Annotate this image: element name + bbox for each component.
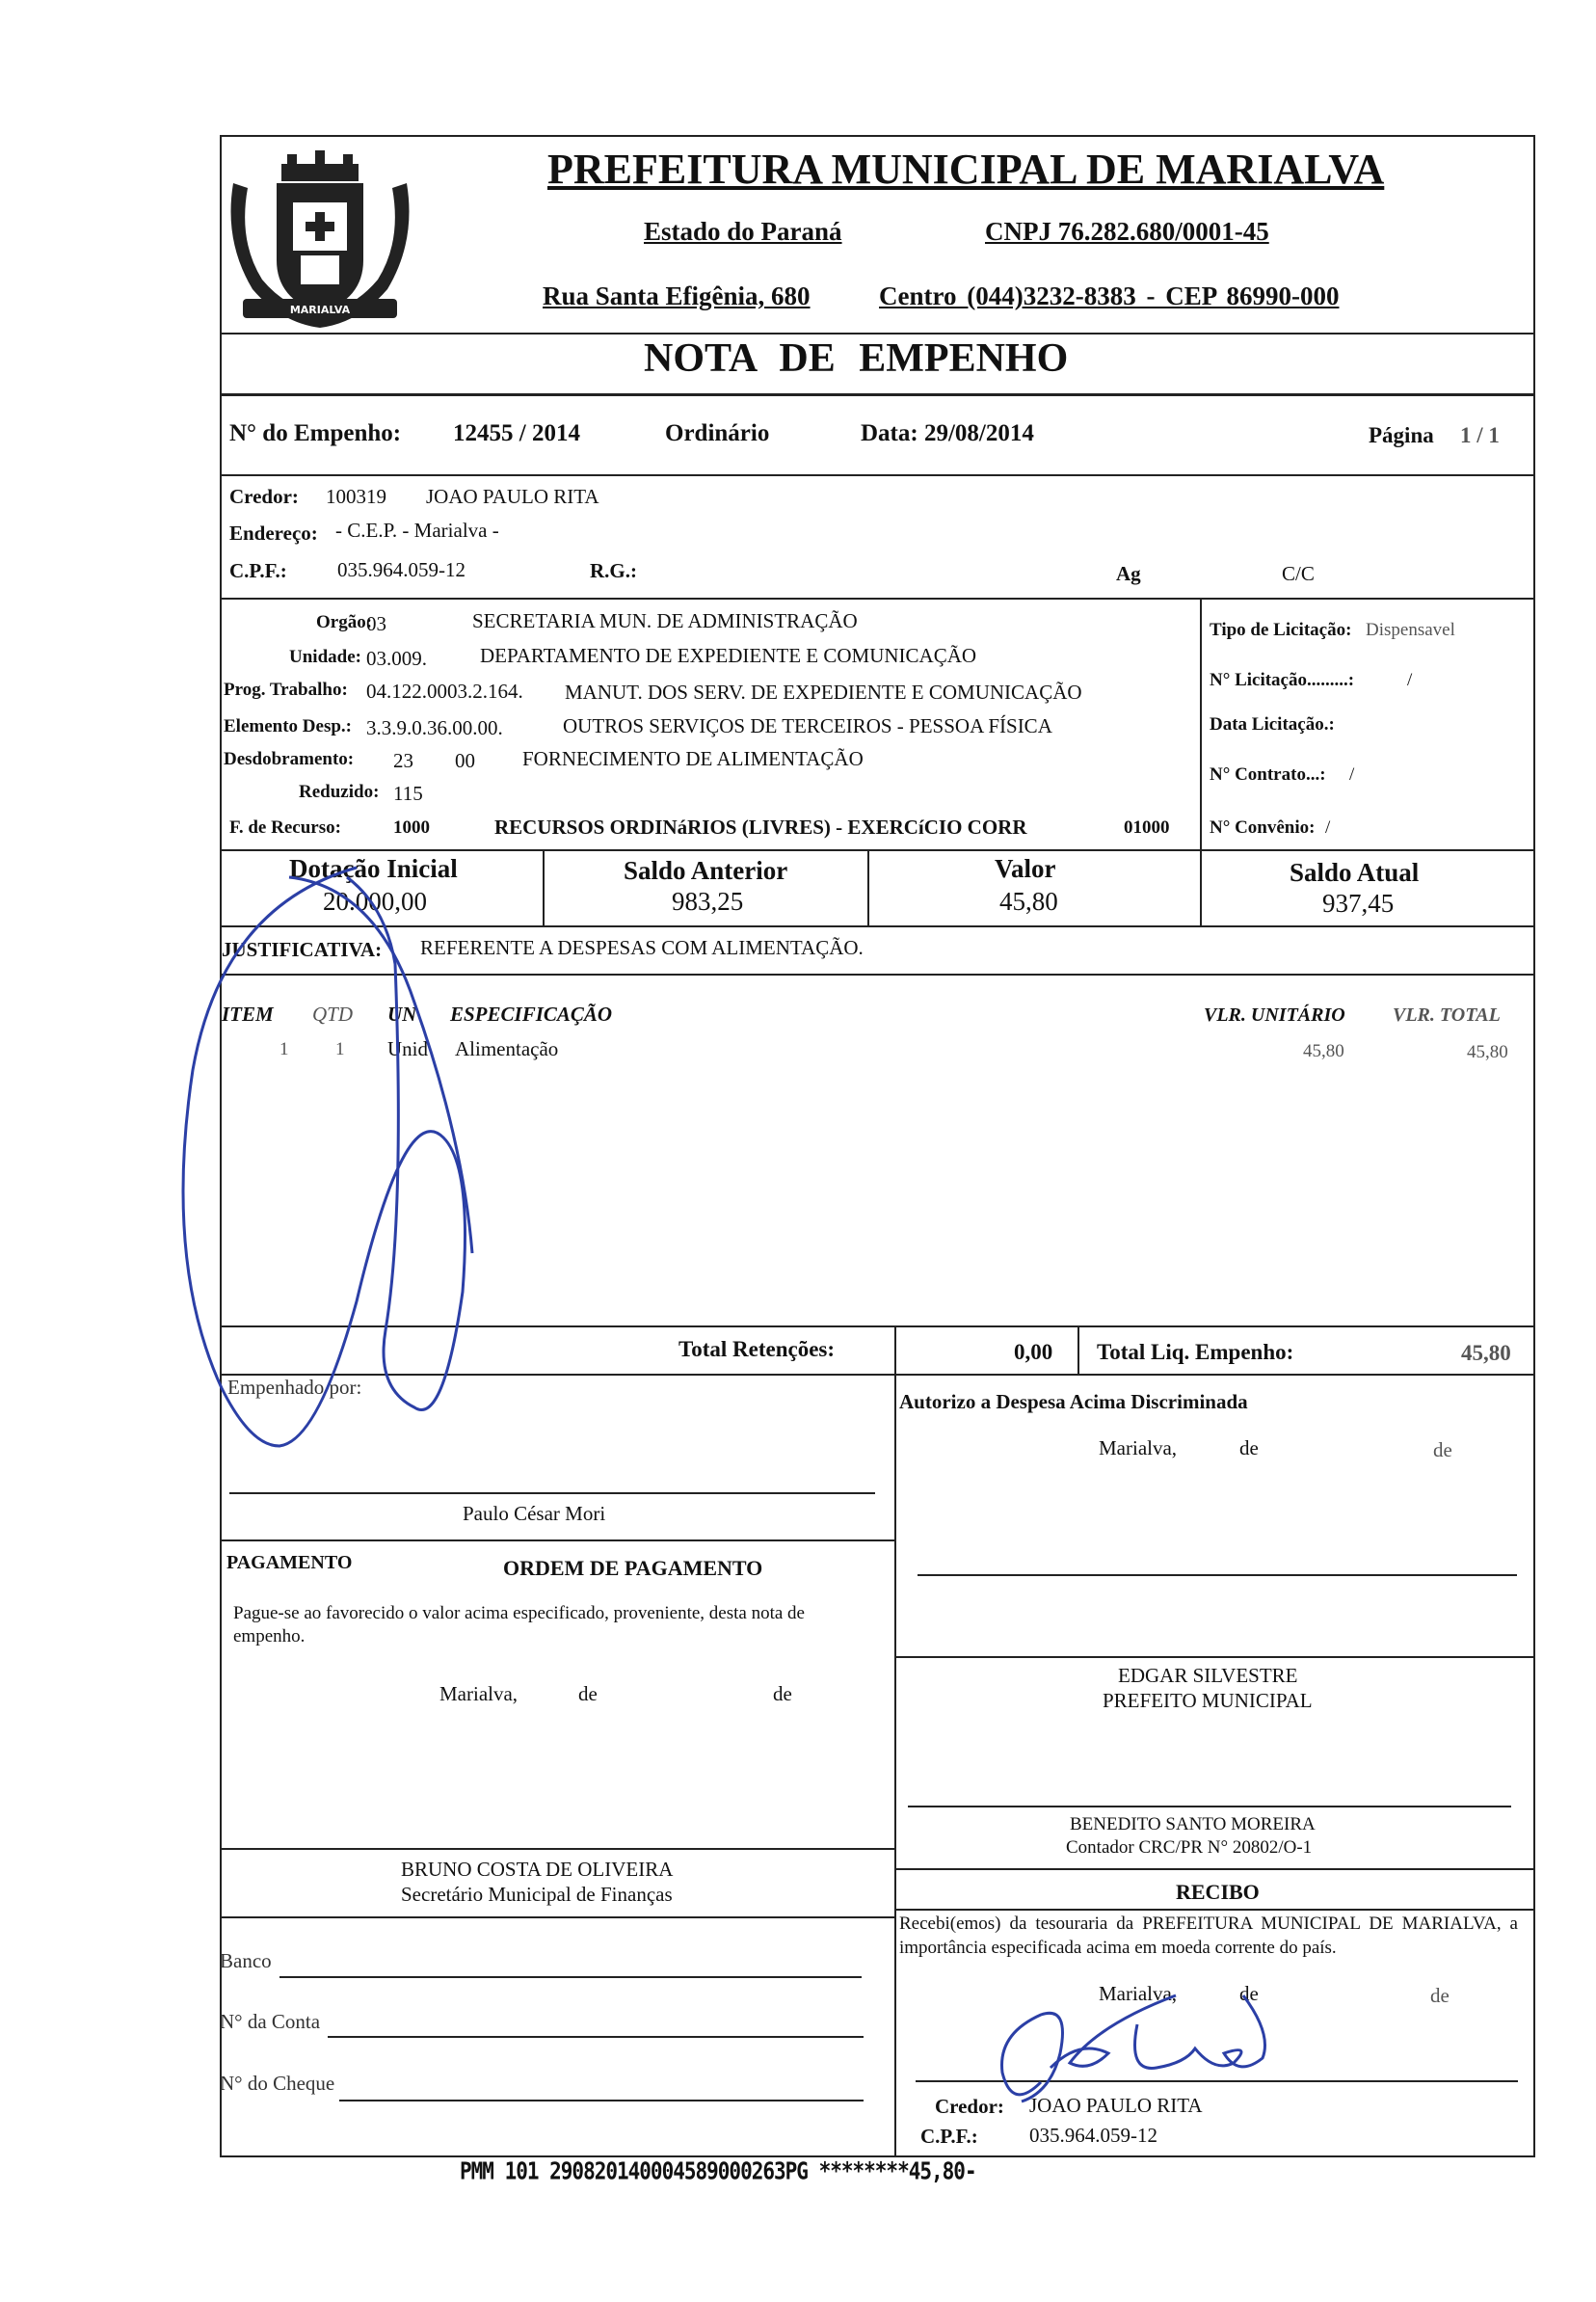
total-retencoes-label: Total Retenções:	[678, 1337, 836, 1361]
prefeito-name: EDGAR SILVESTRE	[1118, 1664, 1298, 1687]
credor-label: Credor:	[229, 485, 299, 508]
elemento-label: Elemento Desp.:	[224, 716, 352, 736]
total-liq-label: Total Liq. Empenho:	[1097, 1340, 1294, 1364]
orgao-label: Orgão:	[316, 612, 373, 632]
prog-desc: MANUT. DOS SERV. DE EXPEDIENTE E COMUNICAÇÃO	[565, 681, 1082, 704]
convenio-label: N° Convênio:	[1210, 817, 1316, 838]
coat-of-arms-logo	[224, 145, 416, 333]
credor-name: JOAO PAULO RITA	[426, 485, 599, 508]
cpf-value: 035.964.059-12	[337, 558, 466, 581]
unidade-code: 03.009.	[366, 647, 427, 670]
desdobramento-code: 23	[393, 749, 413, 772]
pagamento-de-1: de	[578, 1682, 598, 1705]
dotacao-inicial-label: Dotação Inicial	[289, 854, 458, 883]
valor-label: Valor	[995, 854, 1056, 883]
reduzido-label: Reduzido:	[299, 782, 380, 802]
elemento-code: 3.3.9.0.36.00.00.	[366, 716, 503, 739]
footer-code: PMM 101 290820140004589000263PG ********45,80-	[460, 2156, 976, 2185]
prog-label: Prog. Trabalho:	[224, 680, 348, 700]
credor-code: 100319	[326, 485, 386, 508]
ag-label: Ag	[1116, 562, 1141, 585]
pagamento-text: Pague-se ao favorecido o valor acima especificado, proveniente, desta nota de empenho.	[233, 1603, 805, 1646]
prog-code: 04.122.0003.2.164.	[366, 680, 523, 703]
valor-value: 45,80	[999, 887, 1058, 916]
total-liq-value: 45,80	[1461, 1341, 1511, 1365]
cc-label: C/C	[1282, 562, 1315, 585]
header-state: Estado do Paraná	[644, 217, 842, 246]
saldo-atual-label: Saldo Atual	[1290, 858, 1420, 887]
conta-label: N° da Conta	[220, 2010, 321, 2033]
row-un: Unid	[387, 1037, 428, 1060]
recibo-credor-name: JOAO PAULO RITA	[1029, 2094, 1203, 2117]
endereco-value: - C.E.P. - Marialva -	[335, 519, 499, 542]
saldo-anterior-value: 983,25	[672, 887, 744, 916]
recurso-desc: RECURSOS ORDINáRIOS (LIVRES) - EXERCíCIO CORR	[494, 816, 1027, 839]
recurso-label: F. de Recurso:	[229, 817, 341, 838]
saldo-atual-value: 937,45	[1322, 889, 1395, 918]
banco-label: Banco	[220, 1949, 272, 1972]
recurso-num: 01000	[1124, 817, 1170, 838]
cheque-label: N° do Cheque	[220, 2072, 335, 2095]
recibo-title: RECIBO	[1176, 1880, 1260, 1904]
recibo-place: Marialva,	[1099, 1982, 1178, 2005]
tipo-licitacao-value: Dispensavel	[1366, 620, 1455, 640]
num-licitacao-value: /	[1407, 670, 1413, 690]
secretario-name: BRUNO COSTA DE OLIVEIRA	[401, 1858, 674, 1881]
page-value: 1 / 1	[1460, 423, 1500, 447]
total-retencoes-value: 0,00	[1014, 1340, 1053, 1364]
orgao-code: 03	[366, 612, 386, 635]
unidade-label: Unidade:	[289, 647, 361, 667]
dotacao-inicial-value: 20.000,00	[323, 887, 427, 916]
row-item: 1	[279, 1039, 289, 1059]
header-title: PREFEITURA MUNICIPAL DE MARIALVA	[547, 146, 1385, 193]
rg-label: R.G.:	[590, 559, 637, 582]
empenhado-por-label: Empenhado por:	[227, 1376, 362, 1399]
autorizo-de-2: de	[1433, 1438, 1452, 1461]
cpf-label: C.P.F.:	[229, 559, 287, 582]
secretario-title: Secretário Municipal de Finanças	[401, 1883, 673, 1906]
elemento-desc: OUTROS SERVIÇOS DE TERCEIROS - PESSOA FÍSICA	[563, 714, 1052, 737]
recurso-code: 1000	[393, 817, 430, 838]
recibo-cpf-label: C.P.F.:	[920, 2125, 978, 2148]
row-spec: Alimentação	[455, 1037, 559, 1060]
data-licitacao-label: Data Licitação.:	[1210, 714, 1335, 735]
ordem-pagamento: ORDEM DE PAGAMENTO	[503, 1556, 763, 1580]
desdobramento-label: Desdobramento:	[224, 749, 355, 769]
empenho-date: Data: 29/08/2014	[861, 420, 1034, 446]
pagamento-label: PAGAMENTO	[226, 1552, 353, 1573]
credor-signature	[983, 1957, 1272, 2111]
empenho-type: Ordinário	[665, 420, 770, 446]
endereco-label: Endereço:	[229, 522, 318, 545]
pagamento-place: Marialva,	[439, 1682, 519, 1705]
recibo-de-2: de	[1430, 1984, 1450, 2007]
recibo-credor-label: Credor:	[935, 2095, 1004, 2118]
autorizo-de-1: de	[1239, 1436, 1259, 1459]
empenho-number-label: N° do Empenho:	[229, 420, 402, 446]
recibo-text: Recebi(emos) da tesouraria da PREFEITURA MUNICIPAL DE MARIALVA, a importância especificada acima em moeda corrente do país.	[899, 1914, 1518, 1958]
contador-title: Contador CRC/PR N° 20802/O-1	[1066, 1837, 1313, 1858]
contador-name: BENEDITO SANTO MOREIRA	[1070, 1814, 1316, 1834]
header-cnpj: CNPJ 76.282.680/0001-45	[985, 217, 1269, 246]
empenho-number-value: 12455 / 2014	[453, 420, 580, 446]
col-header-unit-price: VLR. UNITÁRIO	[1204, 1004, 1345, 1026]
recibo-de-1: de	[1239, 1982, 1259, 2005]
document-title: NOTA DE EMPENHO	[644, 336, 1069, 381]
header-address: Rua Santa Efigênia, 680	[543, 281, 811, 310]
contrato-label: N° Contrato...:	[1210, 764, 1326, 785]
row-qtd: 1	[335, 1039, 345, 1059]
col-header-spec: ESPECIFICAÇÃO	[450, 1003, 613, 1026]
reduzido-value: 115	[393, 782, 423, 805]
col-header-item: ITEM	[222, 1003, 274, 1026]
col-header-total: VLR. TOTAL	[1393, 1004, 1501, 1026]
unidade-desc: DEPARTAMENTO DE EXPEDIENTE E COMUNICAÇÃO	[480, 644, 977, 667]
desdobramento-desc: FORNECIMENTO DE ALIMENTAÇÃO	[522, 747, 864, 770]
col-header-qtd: QTD	[312, 1003, 354, 1026]
tipo-licitacao-label: Tipo de Licitação:	[1210, 620, 1352, 640]
autorizo-place: Marialva,	[1099, 1436, 1178, 1459]
justificativa-label: JUSTIFICATIVA:	[222, 938, 383, 961]
justificativa-text: REFERENTE A DESPESAS COM ALIMENTAÇÃO.	[420, 936, 864, 959]
convenio-value: /	[1325, 817, 1331, 838]
empenhado-por-name: Paulo César Mori	[463, 1502, 606, 1525]
recibo-cpf-value: 035.964.059-12	[1029, 2124, 1157, 2147]
row-unit-price: 45,80	[1303, 1041, 1344, 1061]
row-total: 45,80	[1467, 1042, 1508, 1062]
header-contact: Centro (044)3232-8383 - CEP 86990-000	[879, 281, 1340, 310]
contrato-value: /	[1349, 764, 1355, 785]
svg-text:MARIALVA: MARIALVA	[289, 304, 351, 316]
pagamento-de-2: de	[773, 1682, 792, 1705]
orgao-desc: SECRETARIA MUN. DE ADMINISTRAÇÃO	[472, 609, 858, 632]
page-label: Página	[1369, 423, 1434, 447]
autorizo-text: Autorizo a Despesa Acima Discriminada	[899, 1390, 1248, 1413]
num-licitacao-label: N° Licitação.........:	[1210, 670, 1355, 690]
desdobramento-sub: 00	[455, 749, 475, 772]
prefeito-title: PREFEITO MUNICIPAL	[1103, 1689, 1313, 1712]
col-header-un: UN	[387, 1003, 417, 1026]
saldo-anterior-label: Saldo Anterior	[624, 856, 788, 885]
